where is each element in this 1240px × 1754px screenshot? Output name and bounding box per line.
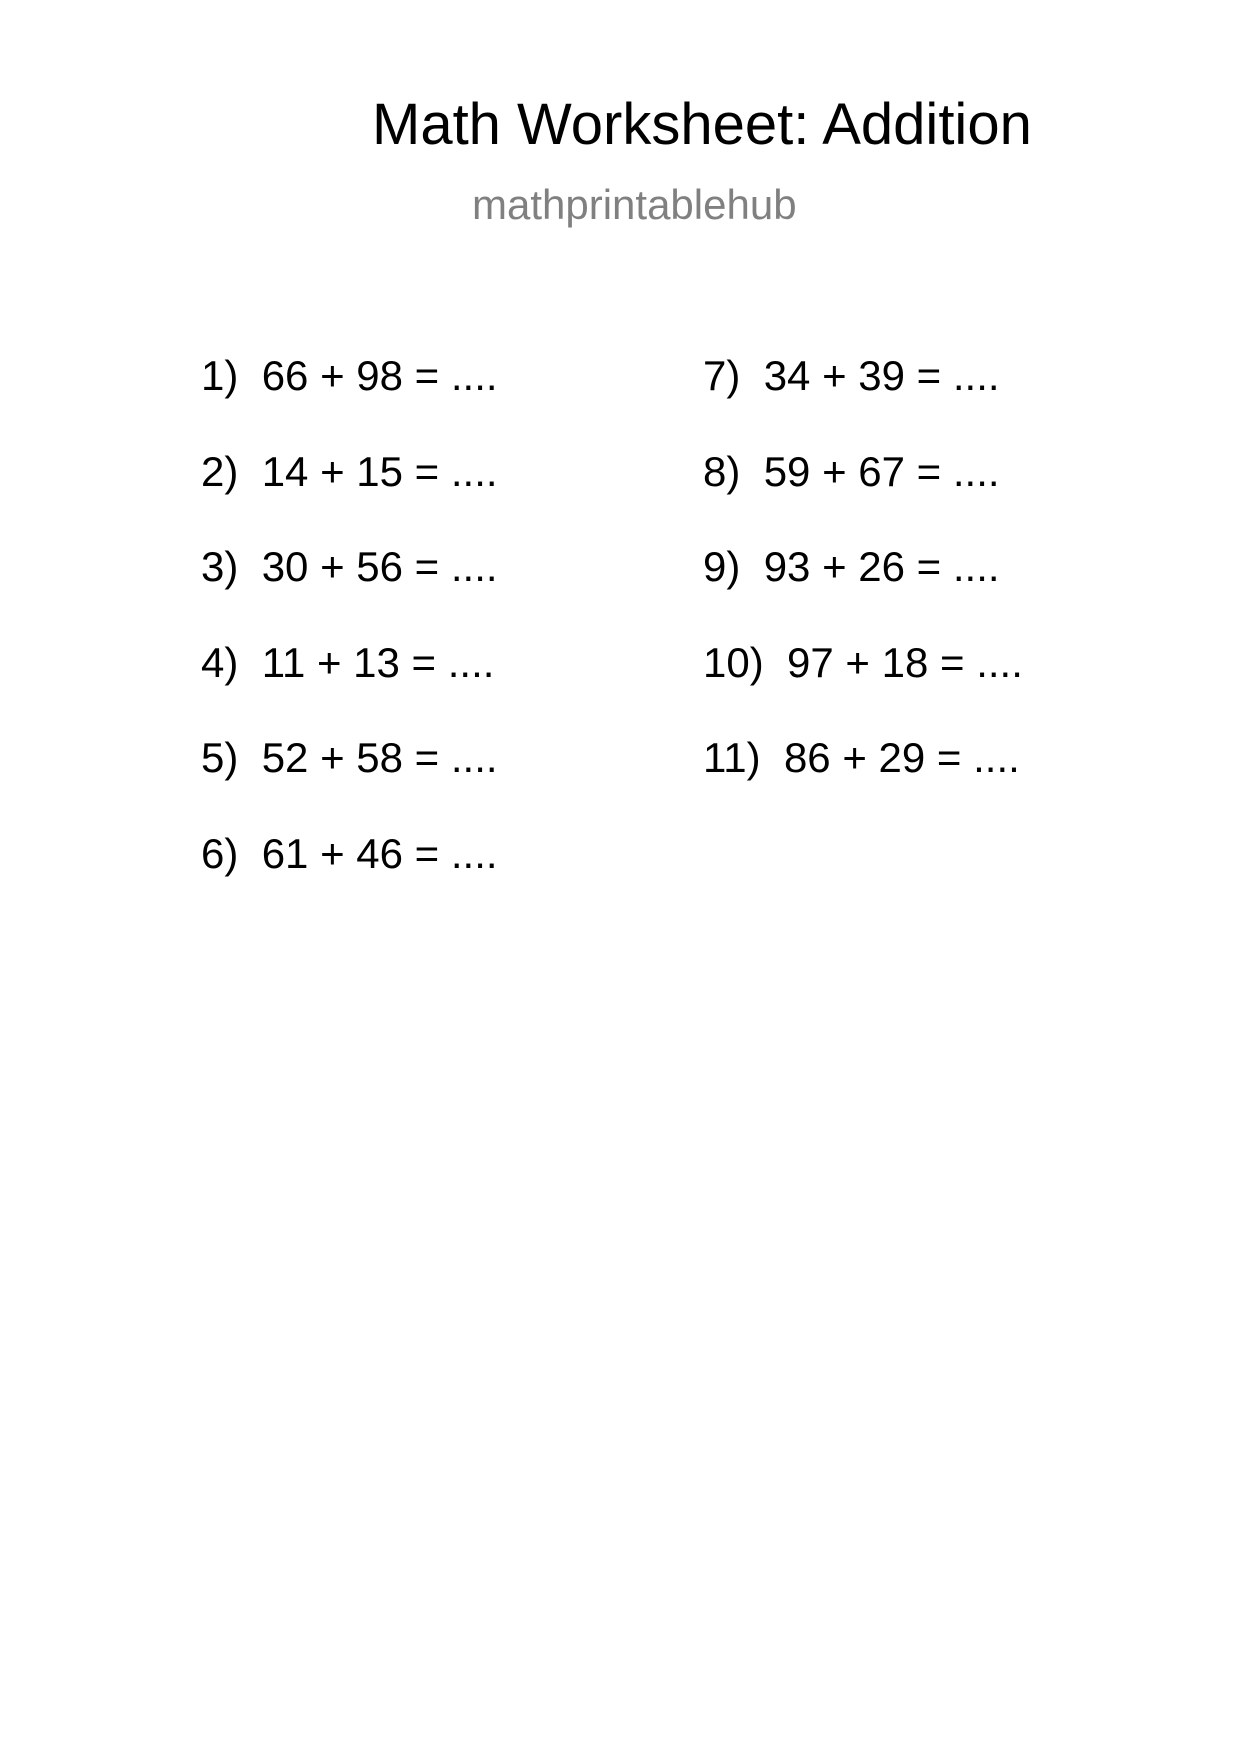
problem-item (703, 734, 1023, 833)
problem-item (201, 829, 498, 929)
problem-expression: 59 + 67 = .... (763, 447, 1000, 495)
problem-number: 9) (703, 543, 741, 590)
problem-column-right (703, 352, 1023, 833)
problem-number: 1) (201, 352, 239, 399)
problem-expression: 66 + 98 = .... (261, 352, 498, 399)
problem-item (201, 352, 498, 451)
problem-number: 2) (201, 447, 239, 495)
problem-number: 3) (201, 543, 239, 590)
problem-number: 11) (703, 734, 761, 781)
problem-item (201, 638, 498, 738)
problem-expression: 97 + 18 = .... (787, 638, 1023, 686)
problem-expression: 11 + 13 = .... (261, 638, 495, 686)
page-title: Math Worksheet: Addition (372, 92, 1032, 157)
problem-number: 5) (201, 734, 239, 781)
problem-number: 8) (703, 447, 741, 495)
problem-expression: 93 + 26 = .... (763, 543, 1000, 590)
problem-expression: 61 + 46 = .... (261, 829, 498, 877)
problem-item (703, 352, 1023, 451)
problem-column-left (201, 352, 498, 928)
problem-item (703, 447, 1023, 547)
problem-expression: 52 + 58 = .... (261, 734, 498, 781)
problem-item (201, 447, 498, 547)
problem-item (201, 543, 498, 642)
problem-expression: 14 + 15 = .... (261, 447, 498, 495)
problem-expression: 86 + 29 = .... (783, 734, 1020, 781)
problem-expression: 34 + 39 = .... (763, 352, 1000, 399)
site-watermark: mathprintablehub (472, 181, 797, 228)
problem-number: 4) (201, 638, 239, 686)
problem-number: 6) (201, 829, 239, 877)
problem-item (201, 734, 498, 833)
problem-item (703, 638, 1023, 738)
problem-expression: 30 + 56 = .... (261, 543, 498, 590)
problem-number: 10) (703, 638, 764, 686)
problem-item (703, 543, 1023, 642)
problem-number: 7) (703, 352, 741, 399)
